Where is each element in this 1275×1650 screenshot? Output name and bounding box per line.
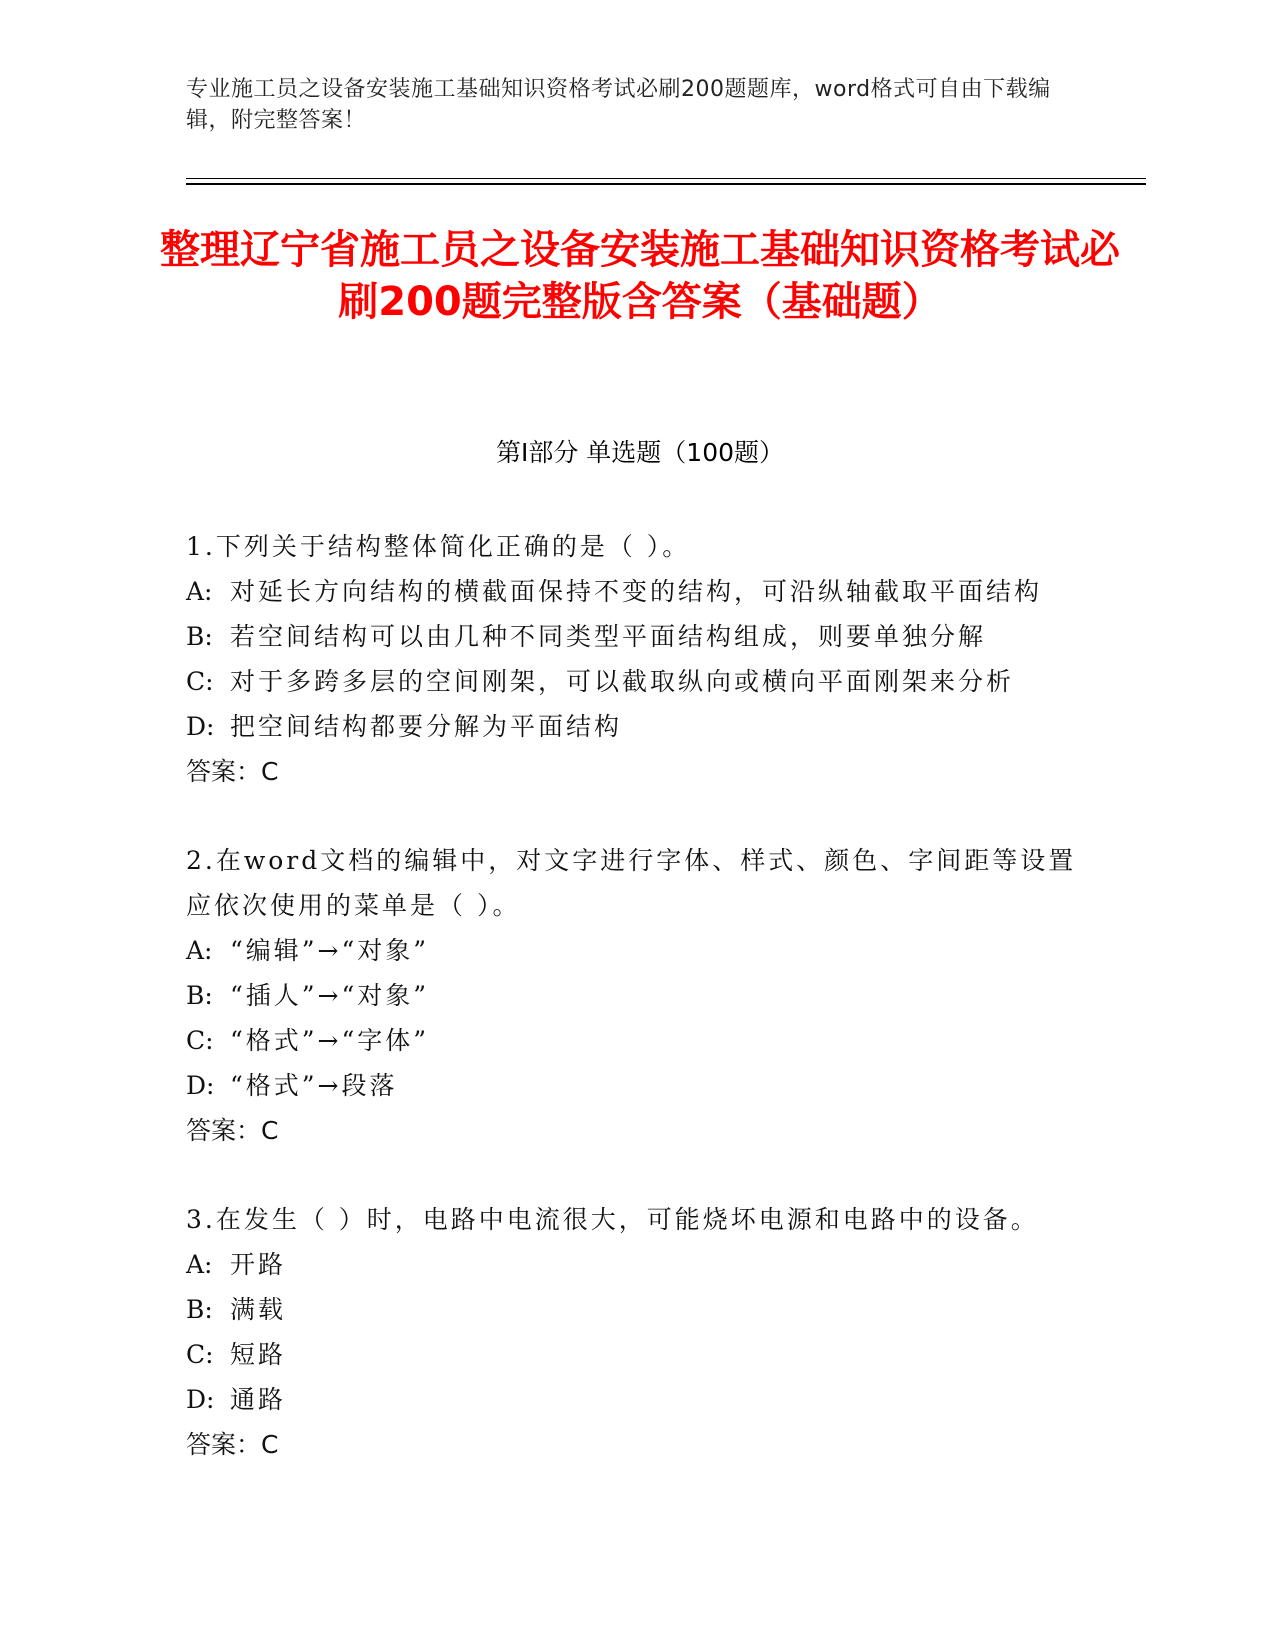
option-key: C:: [186, 1340, 214, 1369]
option-c: [186, 659, 1086, 704]
question-2: [186, 838, 1086, 1153]
option-text: 短路: [230, 1340, 287, 1369]
option-text: 把空间结构都要分解为平面结构: [230, 712, 623, 741]
header-note: 专业施工员之设备安装施工基础知识资格考试必刷200题题库，word格式可自由下载编辑，附完整答案！: [186, 77, 1051, 133]
option-key: B:: [186, 622, 213, 651]
option-a: [186, 928, 1086, 973]
option-key: A:: [186, 936, 213, 965]
option-b: [186, 614, 1086, 659]
question-3: [186, 1197, 1086, 1467]
option-b: [186, 973, 1086, 1018]
option-text: 若空间结构可以由几种不同类型平面结构组成，则要单独分解: [230, 622, 987, 651]
section-title: 第I部分 单选题（100题）: [495, 438, 785, 467]
option-key: D:: [186, 1385, 215, 1414]
option-d: [186, 1377, 1086, 1422]
question-stem: 3.在发生（ ）时，电路中电流很大，可能烧坏电源和电路中的设备。: [186, 1205, 1039, 1234]
option-text: 开路: [230, 1250, 287, 1279]
answer-line: 答案：C: [186, 1430, 279, 1459]
option-text: 满载: [230, 1295, 287, 1324]
option-text: 对于多跨多层的空间刚架，可以截取纵向或横向平面刚架来分析: [230, 667, 1015, 696]
question-1: [186, 524, 1086, 794]
option-key: D:: [186, 712, 215, 741]
question-list: [186, 524, 1086, 1511]
question-stem: 1.下列关于结构整体简化正确的是（ ）。: [186, 532, 691, 561]
option-key: B:: [186, 1295, 213, 1324]
option-key: B:: [186, 981, 213, 1010]
option-key: A:: [186, 577, 213, 606]
option-a: [186, 1242, 1086, 1287]
option-c: [186, 1332, 1086, 1377]
option-b: [186, 1287, 1086, 1332]
option-d: [186, 1063, 1086, 1108]
option-text: 通路: [230, 1385, 287, 1414]
question-stem: 2.在word文档的编辑中，对文字进行字体、样式、颜色、字间距等设置应依次使用的菜单是（ ）。: [186, 846, 1077, 920]
answer-line: 答案：C: [186, 757, 279, 786]
option-c: [186, 1018, 1086, 1063]
header-rule-thin: [186, 178, 1146, 179]
answer-line: 答案：C: [186, 1116, 279, 1145]
option-key: A:: [186, 1250, 213, 1279]
option-a: [186, 569, 1086, 614]
option-text: “格式”→“字体”: [230, 1026, 430, 1055]
header-rule-thick: [186, 183, 1146, 185]
option-key: D:: [186, 1071, 215, 1100]
option-text: “编辑”→“对象”: [230, 936, 430, 965]
document-title: 整理辽宁省施工员之设备安装施工基础知识资格考试必刷200题完整版含答案（基础题）: [160, 227, 1120, 325]
option-d: [186, 704, 1086, 749]
option-key: C:: [186, 667, 214, 696]
option-text: “格式”→段落: [230, 1071, 398, 1100]
option-key: C:: [186, 1026, 214, 1055]
option-text: 对延长方向结构的横截面保持不变的结构，可沿纵轴截取平面结构: [230, 577, 1043, 606]
option-text: “插人”→“对象”: [230, 981, 430, 1010]
